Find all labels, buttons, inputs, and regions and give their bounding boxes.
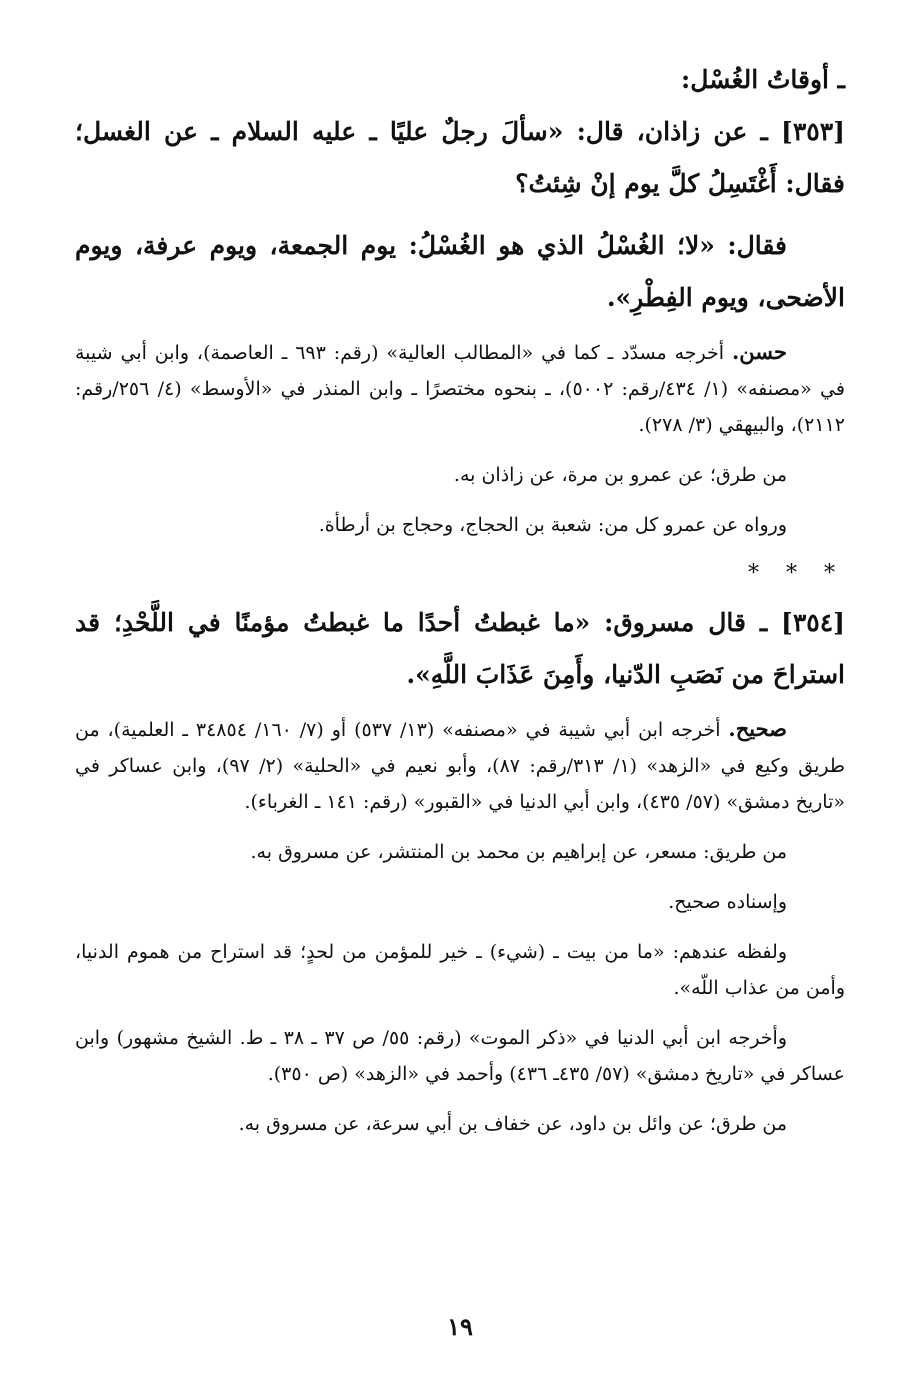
- hadith-353-lead: [٣٥٣] ـ عن زاذان، قال:: [576, 117, 845, 146]
- takhrij-354-text: أخرجه ابن أبي شيبة في «مصنفه» (١٣/ ٥٣٧) أو (٧/ ١٦٠/ ٣٤٨٥٤ ـ العلمية)، من طريق وكيع في «الزهد» (١/ ٣١٣/رقم: ٨٧)، وأبو نعيم في «الحلية» (٢/ ٩٧)، وابن عساكر في «تاريخ دمشق» (٥٧/ ٤٣٥)، وابن أبي الدنيا في «القبور» (رقم: ١٤١ ـ الغرباء).: [75, 719, 845, 813]
- hadith-354-text: «ما غبطتُ أحدًا ما غبطتُ مؤمنًا في اللَّحْدِ؛ قد استراحَ من نَصَبِ الدّنيا، وأَمِنَ عَذَابَ اللَّهِ».: [75, 608, 845, 689]
- separator: * * *: [748, 561, 845, 586]
- section-title: ـ أوقاتُ الغُسْل:: [681, 65, 845, 94]
- isnad2-354: من طرق؛ عن وائل بن داود، عن خفاف بن أبي سرعة، عن مسروق به.: [238, 1113, 787, 1135]
- isnad-354: من طريق: مسعر، عن إبراهيم بن محمد بن المنتشر، عن مسروق به.: [250, 841, 787, 863]
- hadith-353-question: «سألَ رجلٌ عليًا ـ عليه السلام ـ عن الغسل؛ فقال: أَغْتَسِلُ كلَّ يوم إنْ شِئتُ؟: [75, 117, 845, 198]
- page-body: [75, 58, 845, 1156]
- grade-353: حسن.: [731, 339, 787, 364]
- page-number: ١٩: [447, 1312, 473, 1341]
- takhrij2-354: وأخرجه ابن أبي الدنيا في «ذكر الموت» (رقم: ٥٥/ ص ٣٧ ـ ٣٨ ـ ط. الشيخ مشهور) وابن عساكر في «تاريخ دمشق» (٥٧/ ٤٣٥ـ ٤٣٦) وأحمد في «الزهد» (ص ٣٥٠).: [75, 1027, 845, 1085]
- hadith-353: [75, 106, 845, 210]
- hadith-353-answer: فقال: «لا؛ الغُسْلُ الذي هو الغُسْلُ: يوم الجمعة، ويوم عرفة، ويوم الأضحى، ويوم الفِطْرِ».: [75, 231, 845, 312]
- hadith-354-lead: [٣٥٤] ـ قال مسروق:: [604, 608, 845, 637]
- isnad-grade-354: وإسناده صحيح.: [668, 891, 787, 913]
- lafz-354: ولفظه عندهم: «ما من بيت ـ (شيء) ـ خير للمؤمن من لحدٍ؛ قد استراح من هموم الدنيا، وأمن من عذاب اللّه».: [75, 941, 845, 999]
- grade-354: صحيح.: [728, 716, 787, 741]
- takhrij-353-text: أخرجه مسدّد ـ كما في «المطالب العالية» (رقم: ٦٩٣ ـ العاصمة)، وابن أبي شيبة في «مصنفه» (١/ ٤٣٤/رقم: ٥٠٠٢)، ـ بنحوه مختصرًا ـ وابن المنذر في «الأوسط» (٤/ ٢٥٦/رقم: ٢١١٢)، والبيهقي (٣/ ٢٧٨).: [75, 342, 845, 436]
- takhrij-354: [75, 711, 845, 820]
- isnad-353: من طرق؛ عن عمرو بن مرة، عن زاذان به.: [453, 464, 787, 486]
- takhrij-353: [75, 334, 845, 443]
- hadith-354: [75, 597, 845, 701]
- riwaya-353: ورواه عن عمرو كل من: شعبة بن الحجاج، وحجاج بن أرطأة.: [318, 514, 787, 536]
